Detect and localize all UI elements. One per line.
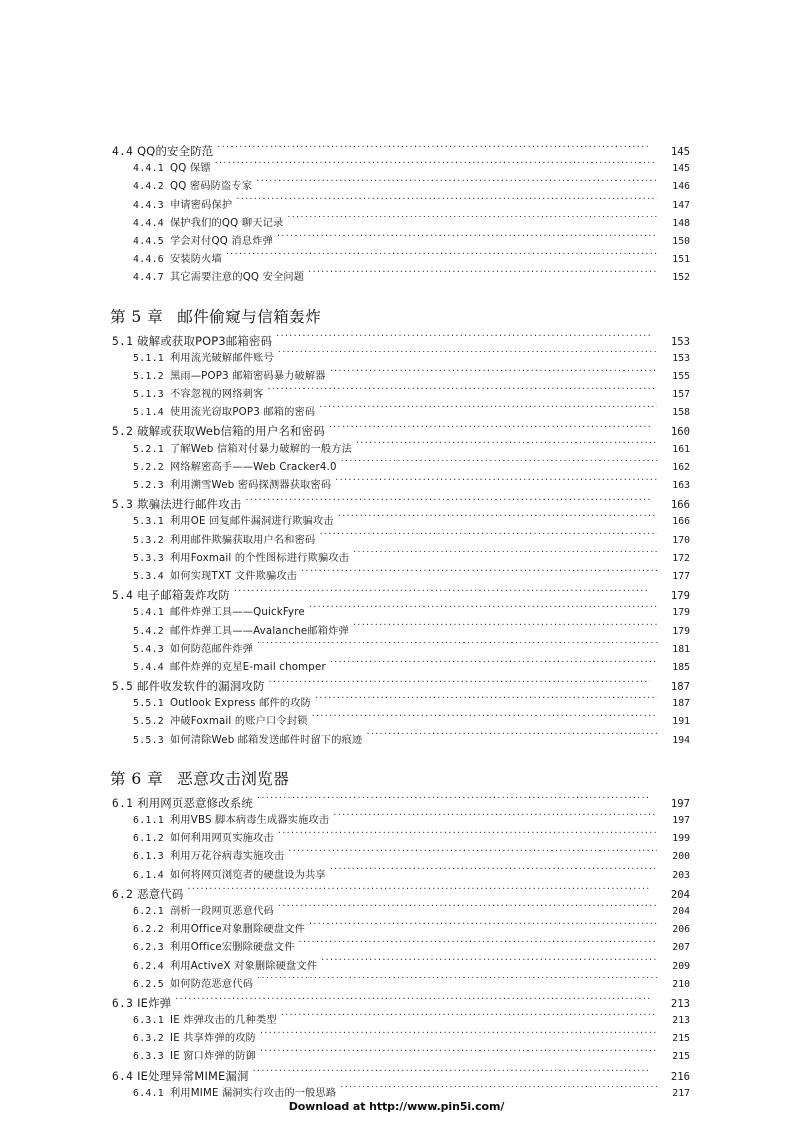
toc-entry-number: 5.2.3 (133, 480, 164, 491)
toc-entry[interactable] (133, 568, 690, 586)
toc-entry-title: 利用万花谷病毒实施攻击 (170, 851, 285, 863)
dot-leader (353, 623, 657, 633)
toc-entry-title: 保护我们的QQ 聊天记录 (170, 217, 284, 229)
dot-leader (226, 252, 657, 262)
toc-entry-label (133, 604, 305, 622)
dot-leader (187, 886, 650, 897)
dot-leader (257, 642, 657, 652)
dot-leader (257, 977, 657, 987)
toc-entry-page-number: 194 (672, 734, 690, 746)
toc-entry-title: 欺骗法进行邮件攻击 (137, 497, 242, 512)
toc-entry-label (133, 477, 331, 495)
toc-entry-label (133, 732, 362, 750)
toc-entry-number: 6.2.1 (133, 905, 164, 917)
toc-entry[interactable] (112, 495, 690, 513)
toc-entry-label (112, 794, 253, 813)
dot-leader (269, 679, 650, 690)
toc-entry-number: 4.4.7 (133, 272, 164, 284)
dot-leader (341, 460, 657, 470)
toc-entry-page-number: 210 (672, 978, 690, 990)
toc-entry-page-number: 197 (672, 815, 690, 826)
toc-entry-title: 申请密码保护 (170, 199, 233, 211)
toc-entry[interactable] (133, 197, 690, 215)
table-of-contents (106, 142, 690, 1103)
toc-entry-title: 邮件炸弹工具——Avalanche邮箱炸弹 (170, 625, 349, 637)
toc-entry-label (133, 958, 317, 976)
toc-entry-number: 5.5.3 (133, 734, 164, 746)
toc-entry-page-number: 191 (672, 716, 690, 728)
toc-entry-number: 5.5 (112, 680, 134, 694)
toc-entry-label (112, 422, 325, 441)
toc-entry-label (133, 1030, 256, 1048)
toc-entry-title: 利用Office对象删除硬盘文件 (170, 924, 305, 936)
toc-entry-number: 6.4.1 (133, 1087, 164, 1099)
toc-entry-label (133, 568, 297, 586)
toc-entry-title: 破解或获取Web信箱的用户名和密码 (137, 424, 325, 439)
toc-entry-number: 4.4.2 (133, 181, 164, 193)
toc-entry-label (112, 677, 265, 696)
toc-entry-number: 6.2.5 (133, 978, 164, 990)
dot-leader (253, 1068, 650, 1079)
toc-entry-page-number: 185 (672, 661, 690, 673)
toc-entry[interactable] (133, 1030, 690, 1048)
toc-entry[interactable] (112, 994, 690, 1012)
toc-entry-label (133, 1012, 277, 1030)
toc-entry-number: 5.1.1 (133, 352, 164, 364)
toc-entry-title: 冲破Foxmail 的账户口令封锁 (170, 716, 308, 728)
toc-entry-number: 4.4.1 (133, 163, 164, 175)
toc-entry-label (133, 848, 284, 866)
toc-entry-number: 5.2.1 (133, 443, 164, 455)
dot-leader (312, 714, 657, 724)
toc-entry-number: 6.1.2 (133, 833, 164, 845)
toc-entry-label (133, 532, 315, 550)
toc-entry-title: IE炸弹 (137, 995, 172, 1010)
toc-entry-number: 6.3.1 (133, 1015, 164, 1027)
toc-entry-page-number: 146 (672, 181, 690, 193)
toc-entry[interactable] (133, 732, 690, 750)
dot-leader (217, 144, 650, 155)
toc-entry[interactable] (112, 422, 690, 440)
toc-entry-title: 学会对付QQ 消息炸弹 (170, 235, 273, 247)
dot-leader (366, 732, 657, 742)
page-footer: Download at http://www.pin5i.com/ (288, 1100, 505, 1113)
toc-entry[interactable] (133, 812, 690, 830)
toc-entry-number: 6.2.2 (133, 924, 164, 936)
dot-leader (277, 234, 657, 244)
toc-entry-label (133, 160, 211, 178)
toc-entry[interactable] (133, 368, 690, 386)
toc-entry-label (133, 830, 274, 848)
dot-leader (309, 922, 657, 932)
dot-leader (353, 551, 657, 561)
toc-entry-label (133, 233, 273, 251)
dot-leader (288, 849, 657, 859)
toc-entry-number: 5.1.2 (133, 370, 164, 382)
toc-entry[interactable] (133, 867, 690, 885)
toc-entry-label (133, 386, 264, 404)
toc-entry-title: QQ 保镖 (170, 163, 211, 175)
toc-entry-label (133, 178, 252, 196)
toc-entry-page-number: 145 (670, 146, 690, 158)
toc-entry-number: 4.4.4 (133, 217, 164, 229)
dot-leader (278, 351, 657, 361)
toc-entry[interactable] (133, 695, 690, 713)
toc-entry-label (112, 142, 213, 161)
dot-leader (260, 1049, 657, 1059)
toc-entry-page-number: 172 (672, 552, 690, 564)
toc-entry-page-number: 187 (672, 698, 690, 710)
dot-leader (308, 270, 657, 280)
chapter-spacer (106, 288, 690, 302)
toc-entry-page-number: 209 (672, 960, 690, 972)
toc-entry-number: 5.4 (112, 589, 134, 603)
toc-entry-label (133, 812, 329, 830)
dot-leader (333, 813, 657, 823)
toc-entry[interactable] (133, 215, 690, 233)
toc-entry[interactable] (133, 939, 690, 957)
toc-entry-label (112, 332, 272, 351)
dot-leader (329, 424, 650, 435)
dot-leader (319, 405, 657, 415)
toc-entry-page-number: 153 (670, 335, 690, 348)
toc-entry-number: 6.3.2 (133, 1033, 164, 1045)
toc-entry-page-number: 151 (672, 254, 690, 266)
toc-entry[interactable] (133, 178, 690, 196)
toc-entry-title: 利用Foxmail 的个性图标进行欺骗攻击 (170, 552, 350, 564)
toc-entry[interactable] (133, 976, 690, 994)
toc-entry[interactable] (133, 477, 690, 495)
toc-entry-title: 安装防火墙 (170, 254, 222, 266)
toc-entry-title: 使用流光窃取POP3 邮箱的密码 (170, 407, 316, 419)
toc-entry-title: IE 窗口炸弹的防御 (170, 1051, 256, 1063)
toc-entry-page-number: 217 (672, 1087, 690, 1099)
toc-entry-page-number: 177 (672, 570, 690, 582)
chapter-title: 恶意攻击浏览器 (177, 769, 290, 788)
toc-entry-title: 如何利用网页实施攻击 (170, 833, 274, 845)
toc-entry-number: 6.2.4 (133, 960, 164, 972)
toc-entry-number: 4.4.3 (133, 199, 164, 211)
toc-entry[interactable] (112, 885, 690, 903)
toc-entry-title: 邮件炸弹工具——QuickFyre (170, 607, 305, 619)
toc-entry-number: 4.4.6 (133, 254, 164, 266)
toc-entry-title: 利用ActiveX 对象删除硬盘文件 (170, 960, 318, 972)
toc-entry[interactable] (133, 1012, 690, 1030)
toc-entry[interactable] (133, 441, 690, 459)
toc-entry-number: 6.3.3 (133, 1051, 164, 1063)
toc-entry-number: 6.1.1 (133, 815, 164, 826)
toc-entry-label (112, 1067, 249, 1086)
toc-entry-title: 利用VBS 脚本病毒生成器实施攻击 (170, 815, 330, 826)
toc-entry-page-number: 160 (670, 426, 690, 439)
toc-entry[interactable] (133, 513, 690, 531)
toc-entry[interactable] (133, 659, 690, 677)
toc-entry[interactable] (133, 404, 690, 422)
dot-leader (299, 940, 657, 950)
toc-entry[interactable] (133, 848, 690, 866)
toc-entry-label (133, 251, 222, 269)
toc-entry-number: 5.2 (112, 425, 134, 439)
toc-entry[interactable] (133, 604, 690, 622)
toc-entry-title: 如何实现TXT 文件欺骗攻击 (170, 570, 298, 582)
toc-entry-number: 5.5.2 (133, 716, 164, 728)
toc-entry-title: 破解或获取POP3邮箱密码 (137, 333, 273, 348)
toc-entry-label (133, 550, 349, 568)
toc-entry-number: 5.1.4 (133, 407, 164, 419)
toc-entry-number: 5.3.1 (133, 516, 164, 528)
dot-leader (321, 958, 657, 968)
toc-entry[interactable] (133, 713, 690, 731)
dot-leader (330, 369, 657, 379)
toc-entry-title: 网络解密高手——Web Cracker4.0 (170, 461, 337, 473)
toc-entry-page-number: 213 (670, 997, 690, 1010)
toc-entry-number: 6.2 (112, 887, 134, 901)
toc-entry-label (133, 215, 283, 233)
toc-entry-label (133, 867, 326, 885)
toc-entry-number: 5.4.3 (133, 643, 164, 655)
toc-entry-label (112, 495, 241, 514)
dot-leader (278, 904, 657, 914)
toc-entry-page-number: 166 (670, 499, 690, 512)
toc-entry-title: 如何防范恶意代码 (170, 978, 254, 990)
toc-entry-page-number: 155 (672, 370, 690, 382)
dot-leader (234, 588, 650, 599)
toc-entry-number: 6.1.4 (133, 869, 164, 881)
dot-leader (260, 1031, 657, 1041)
toc-entry[interactable] (133, 160, 690, 178)
toc-entry-page-number: 145 (672, 163, 690, 175)
toc-entry-label (133, 659, 326, 677)
toc-entry-number: 6.3 (112, 996, 134, 1010)
toc-entry[interactable] (133, 903, 690, 921)
toc-entry[interactable] (133, 251, 690, 269)
toc-entry-page-number: 215 (672, 1051, 690, 1063)
chapter-heading (110, 764, 690, 794)
dot-leader (315, 696, 657, 706)
toc-entry-page-number: 181 (672, 643, 690, 655)
toc-entry[interactable] (133, 641, 690, 659)
toc-entry-number: 5.2.2 (133, 461, 164, 473)
toc-entry-page-number: 148 (672, 217, 690, 229)
toc-entry[interactable] (133, 269, 690, 287)
toc-entry-page-number: 215 (672, 1033, 690, 1045)
toc-entry-title: 如何将网页浏览者的硬盘设为共享 (170, 869, 326, 881)
toc-entry-title: 利用OE 回复邮件漏洞进行欺骗攻击 (170, 516, 334, 528)
toc-entry-page-number: 158 (672, 407, 690, 419)
toc-entry-page-number: 152 (672, 272, 690, 284)
toc-entry-number: 5.4.4 (133, 661, 164, 673)
toc-entry-title: 利用MIME 漏洞实行攻击的一般思路 (170, 1087, 337, 1099)
toc-entry-label (133, 404, 315, 422)
toc-entry-page-number: 200 (672, 851, 690, 863)
toc-entry-page-number: 206 (672, 924, 690, 936)
toc-entry-label (133, 350, 274, 368)
dot-leader (340, 1086, 657, 1096)
chapter-number: 第 5 章 (110, 307, 164, 326)
toc-entry-label (133, 713, 308, 731)
chapter-title: 邮件偷窥与信箱轰炸 (177, 307, 322, 326)
toc-entry-number: 5.1 (112, 334, 134, 348)
toc-entry-title: 利用邮件欺骗获取用户名和密码 (170, 534, 316, 546)
dot-leader (309, 605, 657, 615)
toc-entry-label (133, 921, 305, 939)
chapter-spacer (106, 750, 690, 764)
toc-entry-number: 4.4 (112, 145, 134, 158)
toc-entry-page-number: 179 (670, 590, 690, 603)
toc-entry[interactable] (133, 386, 690, 404)
toc-entry-title: IE 炸弹攻击的几种类型 (170, 1015, 277, 1027)
toc-entry-label (133, 368, 326, 386)
dot-leader (276, 333, 650, 344)
toc-entry[interactable] (112, 794, 690, 812)
toc-entry-title: 不容忽视的网络刺客 (170, 389, 264, 401)
toc-entry-title: 黑雨—POP3 邮箱密码暴力破解器 (170, 370, 326, 382)
toc-entry-label (133, 269, 304, 287)
dot-leader (236, 197, 657, 207)
dot-leader (287, 216, 657, 226)
toc-entry-number: 5.4.1 (133, 607, 164, 619)
toc-entry[interactable] (133, 350, 690, 368)
toc-entry-page-number: 179 (672, 625, 690, 637)
toc-entry-title: QQ 密码防盗专家 (170, 181, 253, 193)
dot-leader (330, 867, 657, 877)
toc-entry-page-number: 204 (670, 888, 690, 901)
toc-entry-label (133, 513, 334, 531)
toc-entry-page-number: 170 (672, 534, 690, 546)
toc-entry-number: 5.3.4 (133, 570, 164, 582)
toc-entry-label (133, 976, 253, 994)
toc-entry-number: 6.1.3 (133, 851, 164, 863)
toc-entry-page-number: 166 (672, 516, 690, 528)
toc-entry-title: 邮件收发软件的漏洞攻防 (137, 679, 265, 694)
toc-entry-title: 电子邮箱轰炸攻防 (137, 588, 230, 603)
toc-entry[interactable] (112, 142, 690, 160)
toc-entry[interactable] (112, 332, 690, 350)
toc-entry-number: 4.4.5 (133, 235, 164, 247)
dot-leader (335, 478, 657, 488)
toc-entry-page-number: 204 (672, 905, 690, 917)
toc-entry-page-number: 199 (672, 833, 690, 845)
toc-entry-title: Outlook Express 邮件的攻防 (170, 698, 312, 710)
toc-entry-label (133, 459, 337, 477)
toc-entry-title: 剖析一段网页恶意代码 (170, 905, 274, 917)
toc-entry-number: 5.5.1 (133, 698, 164, 710)
dot-leader (245, 497, 650, 508)
toc-entry-title: 如何清除Web 邮箱发送邮件时留下的痕迹 (170, 734, 363, 746)
toc-entry-title: 了解Web 信箱对付暴力破解的一般方法 (170, 443, 353, 455)
toc-entry-label (133, 1048, 256, 1066)
dot-leader (268, 387, 658, 397)
toc-entry-title: 其它需要注意的QQ 安全问题 (170, 272, 305, 284)
toc-entry-label (133, 641, 253, 659)
toc-entry-page-number: 216 (670, 1070, 690, 1083)
dot-leader (256, 179, 657, 189)
toc-entry[interactable] (112, 586, 690, 604)
toc-entry-number: 5.4.2 (133, 625, 164, 637)
dot-leader (278, 831, 657, 841)
toc-entry-page-number: 187 (670, 681, 690, 694)
dot-leader (175, 995, 650, 1006)
dot-leader (301, 569, 657, 579)
toc-entry[interactable] (133, 550, 690, 568)
toc-entry-title: 利用溯雪Web 密码探测器获取密码 (170, 480, 332, 491)
toc-entry-label (133, 695, 311, 713)
toc-entry-number: 6.2.3 (133, 942, 164, 954)
toc-entry[interactable] (133, 1048, 690, 1066)
toc-entry-title: 如何防范邮件炸弹 (170, 643, 254, 655)
toc-entry-number: 5.1.3 (133, 389, 164, 401)
toc-entry-number: 6.4 (112, 1069, 134, 1083)
toc-entry-label (133, 441, 352, 459)
toc-entry-page-number: 207 (672, 942, 690, 954)
toc-entry[interactable] (112, 1067, 690, 1085)
toc-entry-label (112, 994, 171, 1013)
toc-entry-page-number: 213 (672, 1015, 690, 1027)
toc-entry[interactable] (133, 459, 690, 477)
toc-entry[interactable] (112, 677, 690, 695)
dot-leader (330, 660, 657, 670)
toc-entry-title: IE 共享炸弹的攻防 (170, 1033, 256, 1045)
dot-leader (356, 441, 657, 451)
toc-entry-number: 5.3 (112, 498, 134, 512)
toc-entry[interactable] (133, 233, 690, 251)
toc-entry-page-number: 161 (672, 443, 690, 455)
toc-entry-number: 5.3.3 (133, 552, 164, 564)
toc-entry-page-number: 157 (672, 389, 690, 401)
toc-entry-page-number: 197 (670, 797, 690, 810)
toc-entry-label (133, 939, 295, 957)
toc-entry-label (133, 903, 274, 921)
toc-entry-title: IE处理异常MIME漏洞 (137, 1068, 249, 1083)
toc-entry-title: 利用Office宏删除硬盘文件 (170, 942, 295, 954)
dot-leader (338, 514, 657, 524)
toc-entry-number: 5.3.2 (133, 534, 164, 546)
toc-entry-label (133, 623, 349, 641)
chapter-number: 第 6 章 (110, 769, 164, 788)
dot-leader (257, 795, 650, 806)
toc-entry-title: 邮件炸弹的克星E-mail chomper (170, 661, 326, 673)
toc-entry-label (112, 885, 183, 904)
toc-entry-title: 利用流光破解邮件账号 (170, 352, 274, 364)
toc-entry-title: 恶意代码 (137, 886, 184, 901)
chapter-heading (110, 302, 690, 332)
toc-entry[interactable] (133, 921, 690, 939)
toc-entry-page-number: 162 (672, 461, 690, 473)
toc-entry-title: QQ的安全防范 (137, 144, 214, 158)
toc-entry[interactable] (133, 958, 690, 976)
toc-entry-title: 利用网页恶意修改系统 (137, 795, 254, 810)
dot-leader (215, 161, 657, 171)
toc-entry[interactable] (133, 623, 690, 641)
toc-entry-label (112, 586, 230, 605)
toc-entry-page-number: 150 (672, 235, 690, 247)
toc-entry-page-number: 179 (672, 607, 690, 619)
toc-entry-page-number: 153 (672, 352, 690, 364)
toc-entry-number: 6.1 (112, 796, 134, 810)
toc-entry[interactable] (133, 830, 690, 848)
dot-leader (319, 532, 657, 542)
dot-leader (281, 1013, 657, 1023)
toc-entry-label (133, 197, 232, 215)
toc-entry-page-number: 147 (672, 199, 690, 211)
toc-entry-page-number: 203 (672, 869, 690, 881)
toc-entry-page-number: 163 (672, 480, 690, 491)
toc-entry[interactable] (133, 532, 690, 550)
